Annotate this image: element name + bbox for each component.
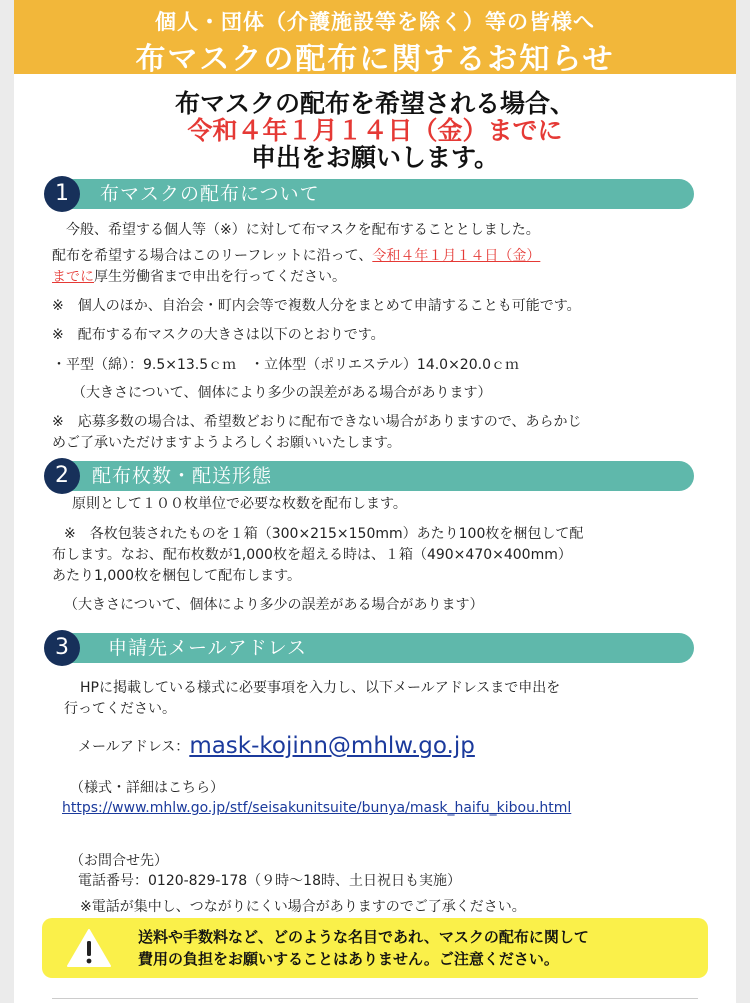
section1-paragraph1: 今般、希望する個人等（※）に対して布マスクを配布することとしました。 <box>66 222 540 238</box>
section1-paragraph2 <box>52 246 692 267</box>
leaflet-page <box>14 0 736 1003</box>
section1-sizes: ・平型（綿）：9.5×13.5ｃｍ ・立体型（ポリエステル）14.0×20.0ｃｍ <box>52 357 519 373</box>
detail-url-link[interactable]: https://www.mhlw.go.jp/stf/seisakunitsuite/bunya/mask_haifu_kibou.html <box>62 800 572 816</box>
headline <box>14 90 736 171</box>
section2-note-b: 布します。なお、配布枚数が1,000枚を超える時は、１箱（490×470×400mm） <box>52 547 572 563</box>
warning-line1: 送料や手数料など、どのような名目であれ、マスクの配布に関して <box>138 928 589 946</box>
detail-url-row <box>62 798 702 819</box>
contact-phone-note: ※電話が集中し、つながりにくい場合がありますのでご了承ください。 <box>80 899 526 915</box>
section1-note3b: めご了承いただけますようよろしくお願いいたします。 <box>52 435 401 451</box>
section-3-header <box>44 630 694 664</box>
section-number-badge: 3 <box>44 630 80 666</box>
section-number-badge: 2 <box>44 458 80 494</box>
email-link[interactable]: mask-kojinn@mhlw.go.jp <box>189 733 475 759</box>
warning-box <box>42 918 708 978</box>
banner-title: 布マスクの配布に関するお知らせ <box>135 42 615 77</box>
header-banner <box>14 0 736 77</box>
email-row <box>78 733 718 759</box>
detail-label: （様式・詳細はこちら） <box>70 780 224 796</box>
warning-text <box>138 926 589 970</box>
headline-line3: 申出をお願いします。 <box>250 143 499 172</box>
headline-line1: 布マスクの配布を希望される場合、 <box>174 89 575 118</box>
banner-subtitle: 個人・団体（介護施設等を除く）等の皆様へ <box>155 10 595 34</box>
section1-paragraph2-cont <box>52 267 692 288</box>
section1-note2: ※ 配布する布マスクの大きさは以下のとおりです。 <box>52 327 385 343</box>
section-number-badge: 1 <box>44 176 80 212</box>
footer-divider <box>52 998 698 999</box>
section-title: 布マスクの配布について <box>100 183 320 205</box>
section-1-header <box>44 176 694 210</box>
section2-note-a: ※ 各枚包装されたものを１箱（300×215×150mm）あたり100枚を梱包して配 <box>64 526 584 542</box>
section1-p2-pre: 配布を希望する場合はこのリーフレットに沿って、 <box>52 248 373 264</box>
section1-note3a: ※ 応募多数の場合は、希望数どおりに配布できない場合がありますので、あらかじ <box>52 414 582 430</box>
section-2-header <box>44 458 694 492</box>
email-label: メールアドレス： <box>78 739 190 755</box>
warning-line2: 費用の負担をお願いすることはありません。ご注意ください。 <box>138 950 559 968</box>
section2-size-note: （大きさについて、個体により多少の誤差がある場合があります） <box>64 597 484 613</box>
section1-note1: ※ 個人のほか、自治会・町内会等で複数人分をまとめて申請することも可能です。 <box>52 298 581 314</box>
section1-deadline-cont: までに <box>52 269 94 285</box>
headline-deadline: 令和４年１月１４日（金）までに <box>187 116 563 145</box>
section2-paragraph1: 原則として１００枚単位で必要な枚数を配布します。 <box>72 496 407 512</box>
section-title: 申請先メールアドレス <box>108 637 308 659</box>
contact-phone: 電話番号：0120-829-178（９時～18時、土日祝日も実施） <box>78 873 461 889</box>
section1-p2-post: 厚生労働省まで申出を行ってください。 <box>94 269 346 285</box>
section3-paragraph1b: 行ってください。 <box>64 701 176 717</box>
section2-note-c: あたり1,000枚を梱包して配布します。 <box>52 568 301 584</box>
section1-size-note: （大きさについて、個体により多少の誤差がある場合があります） <box>72 385 492 401</box>
section1-deadline: 令和４年１月１４日（金） <box>372 248 541 264</box>
warning-icon <box>66 928 112 968</box>
contact-label: （お問合せ先） <box>70 853 168 869</box>
section3-paragraph1a: HPに掲載している様式に必要事項を入力し、以下メールアドレスまで申出を <box>80 680 561 696</box>
section-title: 配布枚数・配送形態 <box>92 465 273 487</box>
